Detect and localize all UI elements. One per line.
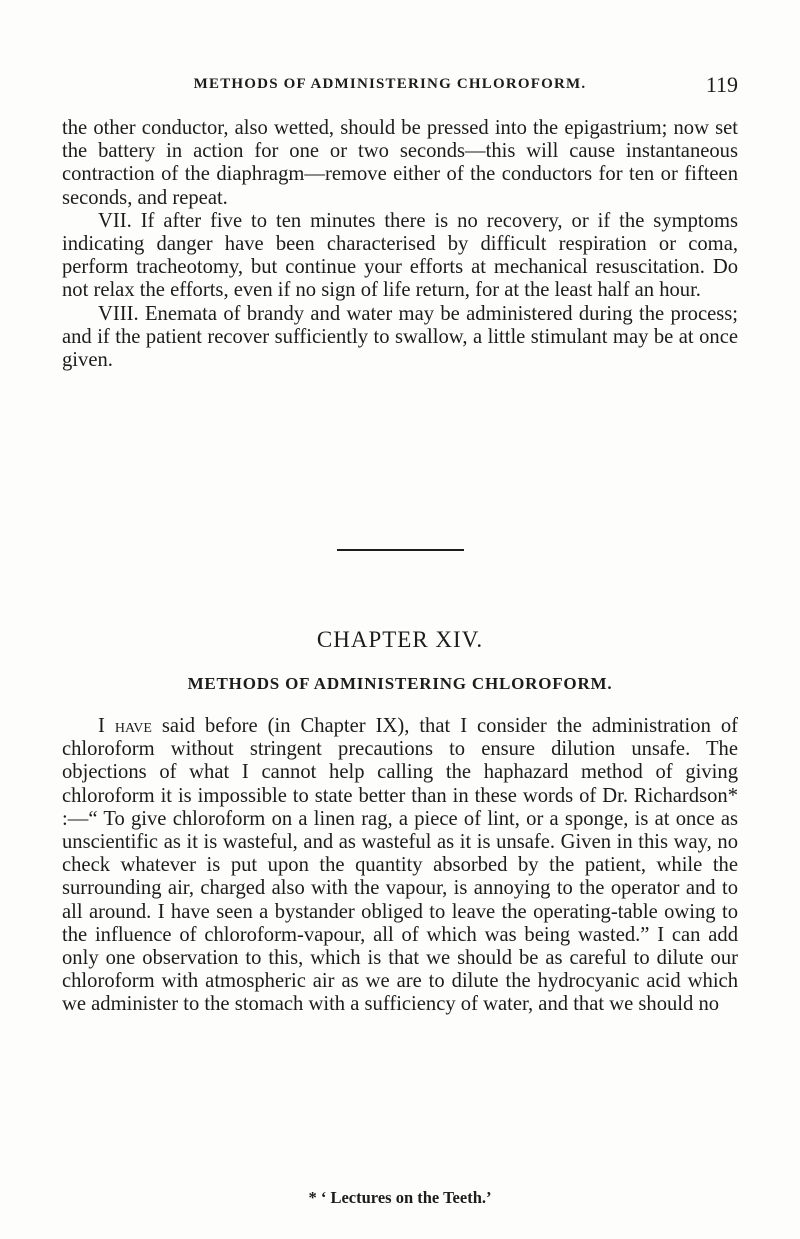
opening-paragraph-text: said before (in Chapter IX), that I consider the administration of chloroform without stringent precautions to ensure dilution unsafe. The objections of what I cannot help calling the haphazard method of giving chloroform it is impossible to state better than in these words of Dr. Richardson* :—“ To give chloroform on a linen rag, a piece of lint, or a sponge, is at once as unscientific as it is wasteful, and as wasteful as it is unsafe. Given in this way, no check whatever is put upon the quantity absorbed by the patient, while the surrounding air, charged also with the vapour, is annoying to the operator and to all around. I have seen a bystander obliged to leave the operating-table owing to the influence of chloroform-vapour, all of which was being wasted.” I can add only one observation to this, which is that we should be as careful to dilute our chloroform with atmospheric air as we are to dilute the hydrocyanic acid which we administer to the stomach with a sufficiency of water, and that we should no [62,715,739,1016]
footnote: * ‘ Lectures on the Teeth.’ [308,1188,492,1207]
chapter-opening-paragraph [62,715,738,1017]
opening-words: I have [98,715,152,737]
chapter-heading: CHAPTER XIV. [316,627,484,652]
paragraph-continued: the other conductor, also wetted, should be pressed into the epigastrium; now set the battery in action for one or two seconds—this will cause instantaneous contraction of the diaphragm—remove either of the conductors for ten or fifteen seconds, and repeat. [62,117,738,209]
page-number: 119 [705,72,738,97]
chapter-subtitle: METHODS OF ADMINISTERING CHLOROFORM. [187,674,613,693]
running-head: METHODS OF ADMINISTERING CHLOROFORM. [193,76,587,92]
paragraph-step-viii: VIII. Enemata of brandy and water may be administered during the process; and if the patient recover sufficiently to swallow, a little stimulant may be at once given. [62,302,738,372]
chapter-body [62,715,738,1017]
paragraph-step-vii: VII. If after five to ten minutes there is no recovery, or if the symptoms indicating danger have been characterised by difficult respiration or coma, perform tracheotomy, but continue your efforts at mechanical resuscitation. Do not relax the efforts, even if no sign of life return, for at the least half an hour. [62,209,738,302]
section-continuation [62,117,738,372]
section-divider-rule [337,549,464,551]
